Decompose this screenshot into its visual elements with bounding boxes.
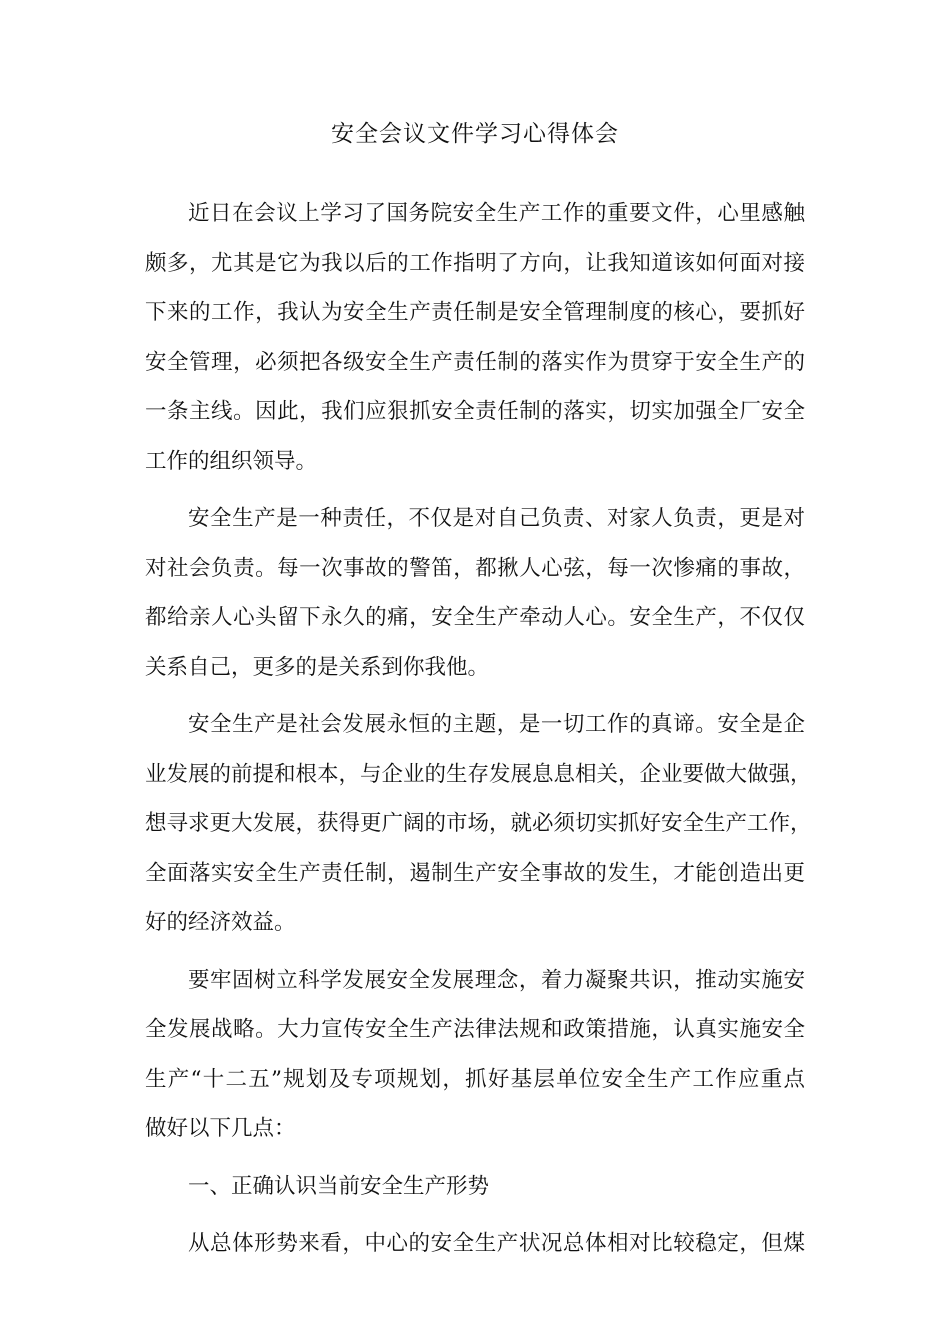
text-line: 安全管理，必须把各级安全生产责任制的落实作为贯穿于安全生产的: [145, 349, 805, 375]
text-line: 一条主线。因此，我们应狠抓安全责任制的落实，切实加强全厂安全: [145, 399, 805, 424]
text-line: 全面落实安全生产责任制，遏制生产安全事故的发生，才能创造出更: [145, 860, 805, 886]
text-line: 安全生产是一种责任，不仅是对自己负责、对家人负责，更是对: [188, 506, 805, 531]
paragraph-3: [145, 706, 812, 954]
text-line: 关系自己，更多的是关系到你我他。: [145, 654, 490, 680]
paragraph-4: [145, 962, 805, 1160]
section-heading: [145, 1168, 805, 1218]
paragraph-6: [145, 1225, 805, 1275]
text-line: 做好以下几点：: [145, 1116, 296, 1141]
text-line: 下来的工作，我认为安全生产责任制是安全管理制度的核心，要抓好: [145, 300, 805, 325]
text-line: 都给亲人心头留下永久的痛，安全生产牵动人心。安全生产，不仅仅: [145, 605, 805, 630]
text-line: 生产“十二五”规划及专项规划，抓好基层单位安全生产工作应重点: [145, 1066, 805, 1092]
text-line: 近日在会议上学习了国务院安全生产工作的重要文件，心里感触: [188, 201, 805, 226]
document-body: [145, 195, 812, 1283]
paragraph-2: [145, 500, 805, 698]
paragraph-1: [145, 195, 805, 492]
document-title: 安全会议文件学习心得体会: [331, 121, 619, 147]
text-line: 全发展战略。大力宣传安全生产法律法规和政策措施，认真实施安全: [145, 1017, 805, 1042]
text-line: 好的经济效益。: [145, 910, 296, 935]
text-line: 颇多，尤其是它为我以后的工作指明了方向，让我知道该如何面对接: [145, 250, 805, 276]
text-line: 业发展的前提和根本，与企业的生存发展息息相关，企业要做大做强，: [145, 761, 812, 787]
text-line: 工作的组织领导。: [145, 448, 318, 474]
text-line: 想寻求更大发展，获得更广阔的市场，就必须切实抓好安全生产工作，: [145, 811, 812, 836]
section-heading-text: 一、正确认识当前安全生产形势: [188, 1173, 490, 1199]
text-line: 安全生产是社会发展永恒的主题，是一切工作的真谛。安全是企: [188, 712, 805, 737]
text-line: 要牢固树立科学发展安全发展理念，着力凝聚共识，推动实施安: [188, 967, 805, 993]
text-line: 对社会负责。每一次事故的警笛，都揪人心弦，每一次惨痛的事故，: [145, 555, 805, 581]
text-line: 从总体形势来看，中心的安全生产状况总体相对比较稳定，但煤: [188, 1231, 805, 1256]
